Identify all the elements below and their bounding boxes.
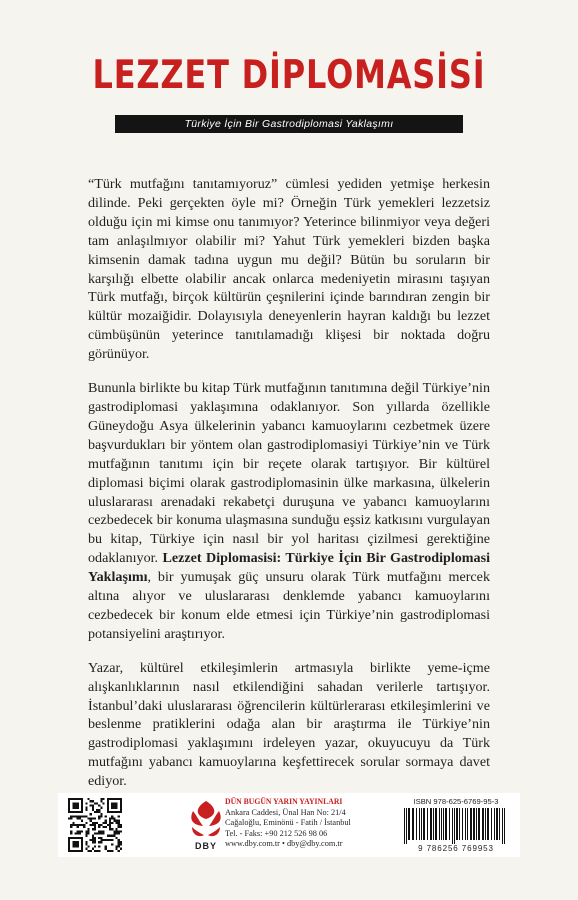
- footer-panel: [58, 793, 520, 857]
- book-title: LEZZET DİPLOMASİSİ: [92, 53, 486, 98]
- blurb-paragraph-2: [88, 379, 490, 644]
- dby-logo-text: DBY: [194, 841, 218, 851]
- barcode-icon: [400, 808, 512, 844]
- publisher-address-line-2: Cağaloğlu, Eminönü - Fatih / İstanbul: [225, 818, 351, 828]
- book-subtitle: Türkiye İçin Bir Gastrodiplomasi Yaklaşımı: [115, 115, 463, 133]
- isbn-block: [400, 797, 512, 853]
- back-cover-blurb: [88, 175, 490, 806]
- qr-code-icon: [68, 798, 122, 852]
- blurb-paragraph-3: Yazar, kültürel etkileşimlerin artmasıyla birlikte yeme-içme alışkanlıklarının nasıl etkilendiğini sahadan verilerle tartışıyor. İstanbul’daki uluslararası öğrencilerin kültürlerarası etkileşimlerini ve beslenme pratiklerini odağa alan bir araştırma ile Türkiye’nin gastrodiplomasi yaklaşımını irdeleyen yazar, okuyucuyu da Türk mutfağını yabancı kamuoylarına keşfettirecek sorular sormaya davet ediyor.: [88, 659, 490, 790]
- blurb-paragraph-2-continuation: , bir yumuşak güç unsuru olarak Türk mutfağını mercek altına alıyor ve uluslararası denklemde yabancı kamuoylarını cezbedecek bir konum elde etmesi için Türkiye’nin gastrodiplomasi potansiyelini araştırıyor.: [88, 569, 490, 642]
- blurb-paragraph-1: “Türk mutfağını tanıtamıyoruz” cümlesi yediden yetmişe herkesin dilinde. Peki gerçekten öyle mi? Örneğin Türk yemekleri lezzetsiz olduğu için mi kimse onu tanımıyor? Yeterince bilinmiyor veya değeri tam anlaşılmıyor olabilir mi? Yahut Türk yemekleri bizden başka kimsenin damak tadına uygun mu değil? Bütün bu soruların bir karşılığı elbette olabilir ancak onlarca medeniyetin mirasını taşıyan Türk mutfağı, birçok kültürün çeşnilerini içinde barındıran zengin bir kültür mozaiğidir. Dolayısıyla deneyenlerin hayran kaldığı bu lezzet cümbüşünün yeterince tanıtılamadığı klişesi bir noktada doğru görünüyor.: [88, 176, 490, 363]
- isbn-label: ISBN 978-625-6769-95-3: [413, 797, 499, 806]
- publisher-web: www.dby.com.tr • dby@dby.com.tr: [225, 839, 343, 849]
- publisher-name: DÜN BUGÜN YARIN YAYINLARI: [225, 797, 343, 806]
- blurb-paragraph-2-text: Bununla birlikte bu kitap Türk mutfağının tanıtımına değil Türkiye’nin gastrodiplomasi yaklaşımına odaklanıyor. Son yıllarda özellikle Güneydoğu Asya ülkelerinin yabancı kamuoylarını cezbetmek üzere başvurdukları bir yöntem olan gastrodiplomasiyi Türkiye’nin ve Türk mutfağının tanıtımı için bir reçete olarak tartışıyor. Bir kültürel diplomasi biçimi olarak gastrodiplomasinin ülke markasına, ülkelerin uluslararası arenadaki rekabetçi duruşuna ve yabancı kamuoylarını cezbedecek bir konuma ulaşmasına sunduğu eşsiz katkısını vurgulayan bu kitap, Türkiye için nasıl bir yol haritası çizilmesi gerektiğine odaklanıyor.: [88, 380, 490, 567]
- isbn-digits: 9 786256 769953: [418, 844, 494, 853]
- publisher-phone: Tel. - Faks: +90 212 526 98 06: [225, 828, 328, 838]
- blurb-book-title-bold: Lezzet Diplomasisi: Türkiye İçin Bir Gastrodiplomasi Yaklaşımı: [88, 550, 490, 586]
- dby-logo-icon: [186, 799, 226, 853]
- publisher-address-line-1: Ankara Caddesi, Ünal Han No: 21/4: [225, 807, 346, 817]
- publisher-info: [225, 797, 395, 850]
